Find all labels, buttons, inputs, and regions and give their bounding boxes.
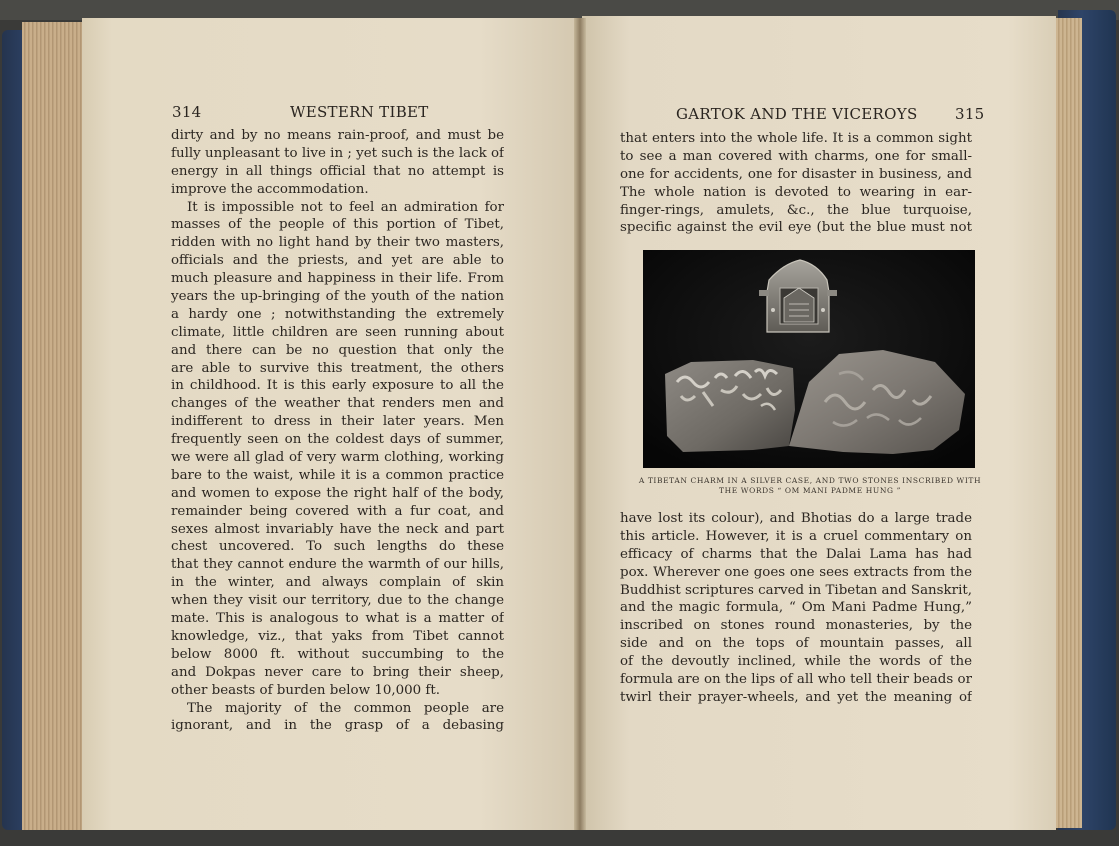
- text-line: that they cannot endure the warmth of our hills,: [171, 557, 504, 573]
- text-line: other beasts of burden below 10,000 ft.: [171, 682, 441, 698]
- text-line: finger-rings, amulets, &c., the blue turquoise,: [620, 202, 972, 218]
- text-line: dirty and by no means rain-proof, and must be: [171, 128, 504, 143]
- text-line: to see a man covered with charms, one for small-: [620, 148, 972, 164]
- text-line: remainder being covered with a fur coat, and: [171, 503, 504, 519]
- plate-caption: [630, 476, 990, 496]
- left-running-head: WESTERN TIBET: [290, 103, 429, 121]
- text-line: this article. However, it is a cruel commentary on: [620, 528, 972, 544]
- text-line: of the devoutly inclined, while the words of the: [620, 654, 972, 670]
- caption-line: A TIBETAN CHARM IN A SILVER CASE, AND TWO STONES INSCRIBED WITH: [638, 476, 982, 485]
- text-line: when they visit our territory, due to the change: [171, 593, 504, 609]
- text-line: energy in all things official that no attempt is: [171, 163, 504, 179]
- right-page-text-top: [620, 130, 972, 237]
- left-page-number: 314: [172, 103, 202, 121]
- text-line: ridden with no light hand by their two masters,: [171, 235, 504, 251]
- left-inscribed-stone: [665, 360, 795, 452]
- text-line: twirl their prayer-wheels, and yet the meaning of: [620, 689, 972, 705]
- text-line: frequently seen on the coldest days of summer,: [171, 432, 504, 448]
- text-line: improve the accommodation.: [171, 181, 369, 197]
- text-line: years the up-bringing of the youth of the nation: [171, 289, 504, 305]
- text-line: officials and the priests, and yet are able to: [171, 253, 504, 269]
- text-line: one for accidents, one for disaster in business, and: [620, 166, 972, 182]
- charm-and-stones-photograph: [643, 250, 975, 468]
- text-line: in childhood. It is this early exposure to all the: [171, 378, 504, 394]
- text-line: fully unpleasant to live in ; yet such is the lack of: [171, 145, 504, 161]
- text-line: inscribed on stones round monasteries, by the: [620, 618, 972, 634]
- text-line: are able to survive this treatment, the others: [171, 360, 504, 376]
- text-line: below 8000 ft. without succumbing to the: [171, 646, 504, 662]
- text-line: changes of the weather that renders men and: [171, 396, 504, 412]
- book-gutter: [574, 18, 586, 830]
- text-line: much pleasure and happiness in their life. From: [171, 271, 504, 287]
- caption-line: THE WORDS “ OM MANI PADME HUNG ”: [718, 486, 902, 495]
- text-line: we were all glad of very warm clothing, working: [171, 450, 504, 466]
- text-line: pox. Wherever one goes one sees extracts from the: [620, 564, 972, 580]
- text-line: mate. This is analogous to what is a matter of: [171, 611, 504, 627]
- text-line: sexes almost invariably have the neck and part: [171, 521, 504, 537]
- text-line: side and on the tops of mountain passes, all: [620, 636, 972, 652]
- text-line: chest uncovered. To such lengths do these: [171, 539, 504, 555]
- right-page-number: 315: [955, 105, 985, 123]
- text-line: formula are on the lips of all who tell their beads or: [620, 672, 972, 688]
- text-line: and women to expose the right half of the body,: [171, 485, 504, 501]
- right-running-head: GARTOK AND THE VICEROYS: [676, 105, 918, 123]
- text-line: that enters into the whole life. It is a common sight: [620, 131, 972, 146]
- text-line: masses of the people of this portion of Tibet,: [171, 217, 504, 233]
- text-line: a hardy one ; notwithstanding the extremely: [171, 306, 504, 322]
- text-line: specific against the evil eye (but the blue must not: [620, 220, 972, 236]
- text-line: knowledge, viz., that yaks from Tibet cannot: [171, 628, 504, 644]
- text-line: The majority of the common people are: [187, 700, 504, 716]
- page-edges-left: [22, 22, 84, 830]
- text-line: ignorant, and in the grasp of a debasing: [171, 718, 504, 734]
- text-line: bare to the waist, while it is a common practice: [171, 467, 504, 483]
- text-line: and the magic formula, “ Om Mani Padme Hung,”: [620, 600, 972, 616]
- text-line: have lost its colour), and Bhotias do a large trade: [620, 511, 972, 526]
- text-line: climate, little children are seen running about: [171, 324, 504, 340]
- text-line: It is impossible not to feel an admiration for: [187, 199, 504, 215]
- text-line: in the winter, and always complain of skin: [171, 575, 504, 591]
- right-page-text-bottom: [620, 510, 972, 707]
- text-line: and Dokpas never care to bring their sheep,: [171, 664, 504, 680]
- text-line: indifferent to dress in their later years. Men: [171, 414, 504, 430]
- text-line: and there can be no question that only the: [171, 342, 504, 358]
- text-line: The whole nation is devoted to wearing in ear-: [620, 184, 972, 200]
- text-line: Buddhist scriptures carved in Tibetan and Sanskrit,: [620, 582, 972, 598]
- left-page-text: [171, 127, 504, 735]
- text-line: efficacy of charms that the Dalai Lama has had: [620, 546, 972, 562]
